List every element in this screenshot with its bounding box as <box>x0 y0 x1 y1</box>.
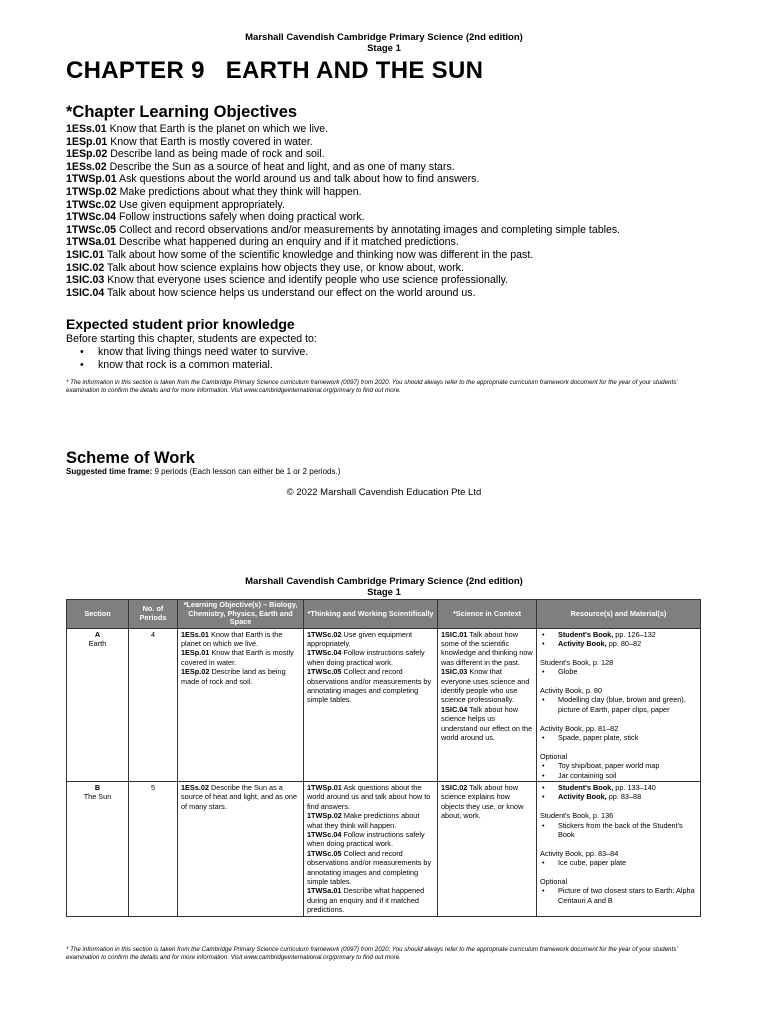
spacer <box>540 677 697 686</box>
objective-code: 1TWSp.01 <box>66 173 117 186</box>
scheme-title: Scheme of Work <box>66 449 195 467</box>
resource-group-label: Student's Book, p. 128 <box>540 657 614 667</box>
cell-periods: 5 <box>129 781 178 916</box>
cell-thinking-working <box>304 781 438 916</box>
spacer <box>540 839 697 848</box>
objective-text: Talk about how some of the scientific knowledge and thinking now was different in the past. <box>441 629 533 667</box>
col-header-learning-objectives: *Learning Objective(s) – Biology, Chemistry, Physics, Earth and Space <box>178 600 304 629</box>
objective-entry <box>181 667 300 686</box>
objective-item <box>66 236 620 249</box>
book-pages: pp. 80–82 <box>608 638 642 648</box>
objective-entry <box>307 811 434 830</box>
cell-learning-objectives <box>178 628 304 781</box>
objective-entry <box>307 630 434 649</box>
cell-thinking-working <box>304 628 438 781</box>
copyright-notice: © 2022 Marshall Cavendish Education Pte Ltd <box>286 487 482 498</box>
objective-code: 1TWSc.02 <box>307 629 342 639</box>
cell-science-context <box>438 628 537 781</box>
list-item <box>540 783 697 792</box>
cell-periods: 4 <box>129 628 178 781</box>
list-item: • Picture of two closest stars to Earth: Alpha Centauri A and B <box>540 886 697 905</box>
objective-code: 1TWSc.04 <box>307 648 342 658</box>
col-header-science-context: *Science in Context <box>438 600 537 629</box>
objective-text: Collect and record observations and/or measurements by annotating images and completing simple tables. <box>119 223 621 236</box>
objective-code: 1ESs.01 <box>66 123 107 135</box>
scheme-of-work-table <box>66 599 701 917</box>
objective-text: Ask questions about the world around us and talk about how to find answers. <box>119 173 480 186</box>
col-header-resources: Resource(s) and Material(s) <box>537 600 701 629</box>
prior-knowledge-list <box>80 346 308 371</box>
objective-text: Talk about how science helps us understand our effect on the world around us. <box>107 286 476 299</box>
col-header-section: Section <box>67 600 129 629</box>
objectives-title: *Chapter Learning Objectives <box>66 103 298 121</box>
objective-entry <box>181 648 300 667</box>
section-name: The Sun <box>83 792 112 802</box>
objective-code: 1ESp.02 <box>181 667 210 677</box>
chapter-title: EARTH AND THE SUN <box>225 57 484 84</box>
objective-code: 1ESs.02 <box>66 160 107 173</box>
objective-entry <box>181 783 300 811</box>
objective-code: 1TWSc.05 <box>307 848 342 858</box>
objective-code: 1ESp.01 <box>181 648 210 658</box>
cell-resources <box>537 628 701 781</box>
section-letter: B <box>94 782 101 792</box>
objective-code: 1ESs.02 <box>181 782 209 792</box>
objective-code: 1TWSc.04 <box>307 829 342 839</box>
cell-learning-objectives <box>178 781 304 916</box>
objective-entry <box>307 648 434 667</box>
objective-text: Use given equipment appropriately. <box>119 198 285 211</box>
curriculum-footnote: * The information in this section is taken from the Cambridge Primary Science curriculum framework (0097) from 2020. You should always refer to the appropriate curriculum framework document for the year of your students' examination to confirm the details and for more information. Visit www.cambridgeinternational.org/primary to find out more. <box>66 946 678 961</box>
time-frame-value: 9 periods (Each lesson can either be 1 or 2 periods.) <box>154 467 341 476</box>
objective-code: 1TWSc.05 <box>66 223 117 236</box>
time-frame-label: Suggested time frame: <box>66 467 153 476</box>
objective-item <box>66 249 620 262</box>
objective-text: Follow instructions safely when doing practical work. <box>307 829 425 849</box>
resource-list <box>540 667 697 676</box>
objective-entry <box>307 886 434 914</box>
resource-group-label: Activity Book, pp. 81–82 <box>540 723 619 733</box>
spacer <box>540 742 697 751</box>
table-row <box>67 781 701 916</box>
list-item: • know that living things need water to survive. <box>80 346 308 359</box>
objective-code: 1SIC.02 <box>66 261 105 274</box>
resource-list <box>540 886 697 905</box>
list-item: • Ice cube, paper plate <box>540 858 697 867</box>
objective-code: 1TWSc.04 <box>66 211 117 224</box>
table-header-row <box>67 600 701 629</box>
objective-item <box>66 186 620 199</box>
time-frame <box>66 467 340 476</box>
objective-code: 1ESp.02 <box>66 148 108 161</box>
objective-item <box>66 136 620 149</box>
objective-item <box>66 123 620 136</box>
list-item: • Spade, paper plate, stick <box>540 733 697 742</box>
objective-item <box>66 161 620 174</box>
objective-item <box>66 173 620 186</box>
resource-group-label: Activity Book, p. 80 <box>540 685 603 695</box>
list-item: • know that rock is a common material. <box>80 359 308 372</box>
objective-item <box>66 224 620 237</box>
curriculum-footnote: * The information in this section is taken from the Cambridge Primary Science curriculum framework (0097) from 2020. You should always refer to the appropriate curriculum framework document for the year of your students' examination to confirm the details and for more information. Visit www.cambridgeinternational.org/primary to find out more. <box>66 379 678 394</box>
objective-text: Make predictions about what they think will happen. <box>119 185 362 198</box>
cell-resources <box>537 781 701 916</box>
prior-knowledge-title: Expected student prior knowledge <box>66 316 295 332</box>
spacer <box>540 868 697 877</box>
objective-text: Follow instructions safely when doing practical work. <box>119 211 365 224</box>
objective-text: Use given equipment appropriately. <box>307 629 413 648</box>
running-header-page2 <box>0 576 768 598</box>
cell-science-context <box>438 781 537 916</box>
list-item: • Modelling clay (blue, brown and green), picture of Earth, paper clips, paper <box>540 695 697 714</box>
objective-item <box>66 148 620 161</box>
objective-code: 1SIC.02 <box>441 782 468 792</box>
list-item: • Globe <box>540 667 697 676</box>
cell-section <box>67 781 129 916</box>
objective-text: Talk about how science explains how objects they use, or know about, work. <box>107 261 464 274</box>
book-list <box>540 783 697 802</box>
table-row <box>67 628 701 781</box>
resource-list <box>540 733 697 742</box>
objective-text: Describe what happened during an enquiry and if it matched predictions. <box>307 886 425 915</box>
objective-item <box>66 262 620 275</box>
spacer <box>540 648 697 657</box>
objective-code: 1TWSp.02 <box>307 811 342 821</box>
list-item: • Jar containing soil <box>540 771 697 780</box>
book-name: Student's Book, <box>558 782 614 792</box>
objective-text: Make predictions about what they think will happen. <box>307 811 420 830</box>
objective-text: Know that everyone uses science and identify people who use science professionally. <box>107 274 509 287</box>
objective-text: Talk about how science explains how objects they use, or know about, work. <box>441 782 524 821</box>
objective-text: Ask questions about the world around us and talk about how to find answers. <box>307 782 431 811</box>
objective-code: 1TWSp.02 <box>66 185 117 198</box>
objective-entry <box>441 667 533 705</box>
objectives-list <box>66 123 620 299</box>
objective-text: Collect and record observations and/or measurements by annotating images and completing simple tables. <box>307 667 432 705</box>
cell-section <box>67 628 129 781</box>
objective-item <box>66 274 620 287</box>
running-header-page1 <box>0 32 768 54</box>
list-item: • Toy ship/boat, paper world map <box>540 761 697 770</box>
objective-code: 1SIC.01 <box>66 248 105 261</box>
objective-text: Describe what happened during an enquiry and if it matched predictions. <box>119 236 459 249</box>
objective-entry <box>307 849 434 887</box>
resource-group-label: Activity Book, pp. 83–84 <box>540 848 619 858</box>
objective-code: 1TWSp.01 <box>307 782 342 792</box>
objective-entry <box>307 667 434 705</box>
spacer <box>540 802 697 811</box>
header-stage: Stage 1 <box>367 587 401 598</box>
list-item <box>540 630 697 639</box>
objective-text: Know that Earth is the planet on which we live. <box>181 629 283 648</box>
header-title: Marshall Cavendish Cambridge Primary Science (2nd edition) <box>245 576 523 587</box>
book-pages: pp. 126–132 <box>615 629 656 639</box>
objective-text: Describe land as being made of rock and soil. <box>110 148 325 161</box>
list-item <box>540 639 697 648</box>
objective-text: Talk about how some of the scientific knowledge and thinking now was different in the past. <box>107 248 534 261</box>
objective-text: Know that everyone uses science and identify people who use science professionally. <box>441 667 530 705</box>
resource-group-label: Optional <box>540 751 568 761</box>
objective-entry <box>441 783 533 821</box>
resource-list <box>540 821 697 840</box>
resource-list <box>540 695 697 714</box>
book-pages: pp. 83–88 <box>608 792 642 802</box>
objective-code: 1SIC.03 <box>441 667 468 677</box>
objective-text: Know that Earth is mostly covered in water. <box>181 648 294 667</box>
objective-item <box>66 287 620 300</box>
header-title: Marshall Cavendish Cambridge Primary Science (2nd edition) <box>245 32 523 43</box>
objective-entry <box>307 783 434 811</box>
objective-text: Follow instructions safely when doing practical work. <box>307 648 425 667</box>
objective-text: Describe land as being made of rock and soil. <box>181 667 286 686</box>
objective-text: Know that Earth is mostly covered in water. <box>110 135 313 148</box>
objective-entry <box>441 630 533 668</box>
objective-item <box>66 199 620 212</box>
objective-text: Talk about how science helps us understand our effect on the world around us. <box>441 704 533 742</box>
chapter-heading <box>66 57 483 85</box>
prior-knowledge-intro: Before starting this chapter, students are expected to: <box>66 333 317 345</box>
book-name: Activity Book, <box>558 792 607 802</box>
resource-group-label: Optional <box>540 876 568 886</box>
section-name: Earth <box>88 638 107 648</box>
book-name: Activity Book, <box>558 638 607 648</box>
objective-code: 1SIC.04 <box>66 286 105 299</box>
objective-text: Collect and record observations and/or measurements by annotating images and completing simple tables. <box>307 848 432 886</box>
list-item: • Stickers from the back of the Student's Book <box>540 821 697 840</box>
section-letter: A <box>94 629 101 639</box>
list-item <box>540 792 697 801</box>
objective-text: Describe the Sun as a source of heat and light, and as one of many stars. <box>181 782 298 811</box>
col-header-thinking-working: *Thinking and Working Scientifically <box>304 600 438 629</box>
objective-entry <box>307 830 434 849</box>
objective-code: 1TWSa.01 <box>307 886 342 896</box>
objective-item <box>66 211 620 224</box>
objective-code: 1TWSc.02 <box>66 198 117 211</box>
book-name: Student's Book, <box>558 629 614 639</box>
col-header-periods: No. of Periods <box>129 600 178 629</box>
header-stage: Stage 1 <box>367 43 401 54</box>
objective-text: Know that Earth is the planet on which we live. <box>109 123 329 135</box>
chapter-number: CHAPTER 9 <box>66 57 205 84</box>
objective-code: 1TWSc.05 <box>307 667 342 677</box>
objective-text: Describe the Sun as a source of heat and light, and as one of many stars. <box>109 160 455 173</box>
resource-group-label: Student's Book, p. 136 <box>540 811 614 821</box>
objective-code: 1ESp.01 <box>66 135 108 148</box>
book-list <box>540 630 697 649</box>
resource-list <box>540 858 697 867</box>
objective-entry <box>181 630 300 649</box>
objective-code: 1SIC.04 <box>441 704 468 714</box>
book-pages: pp. 133–140 <box>615 782 656 792</box>
spacer <box>540 714 697 723</box>
objective-code: 1SIC.03 <box>66 274 105 287</box>
resource-list <box>540 761 697 780</box>
objective-code: 1TWSa.01 <box>66 236 117 249</box>
objective-entry <box>441 705 533 743</box>
objective-code: 1ESs.01 <box>181 629 209 639</box>
objective-code: 1SIC.01 <box>441 629 468 639</box>
